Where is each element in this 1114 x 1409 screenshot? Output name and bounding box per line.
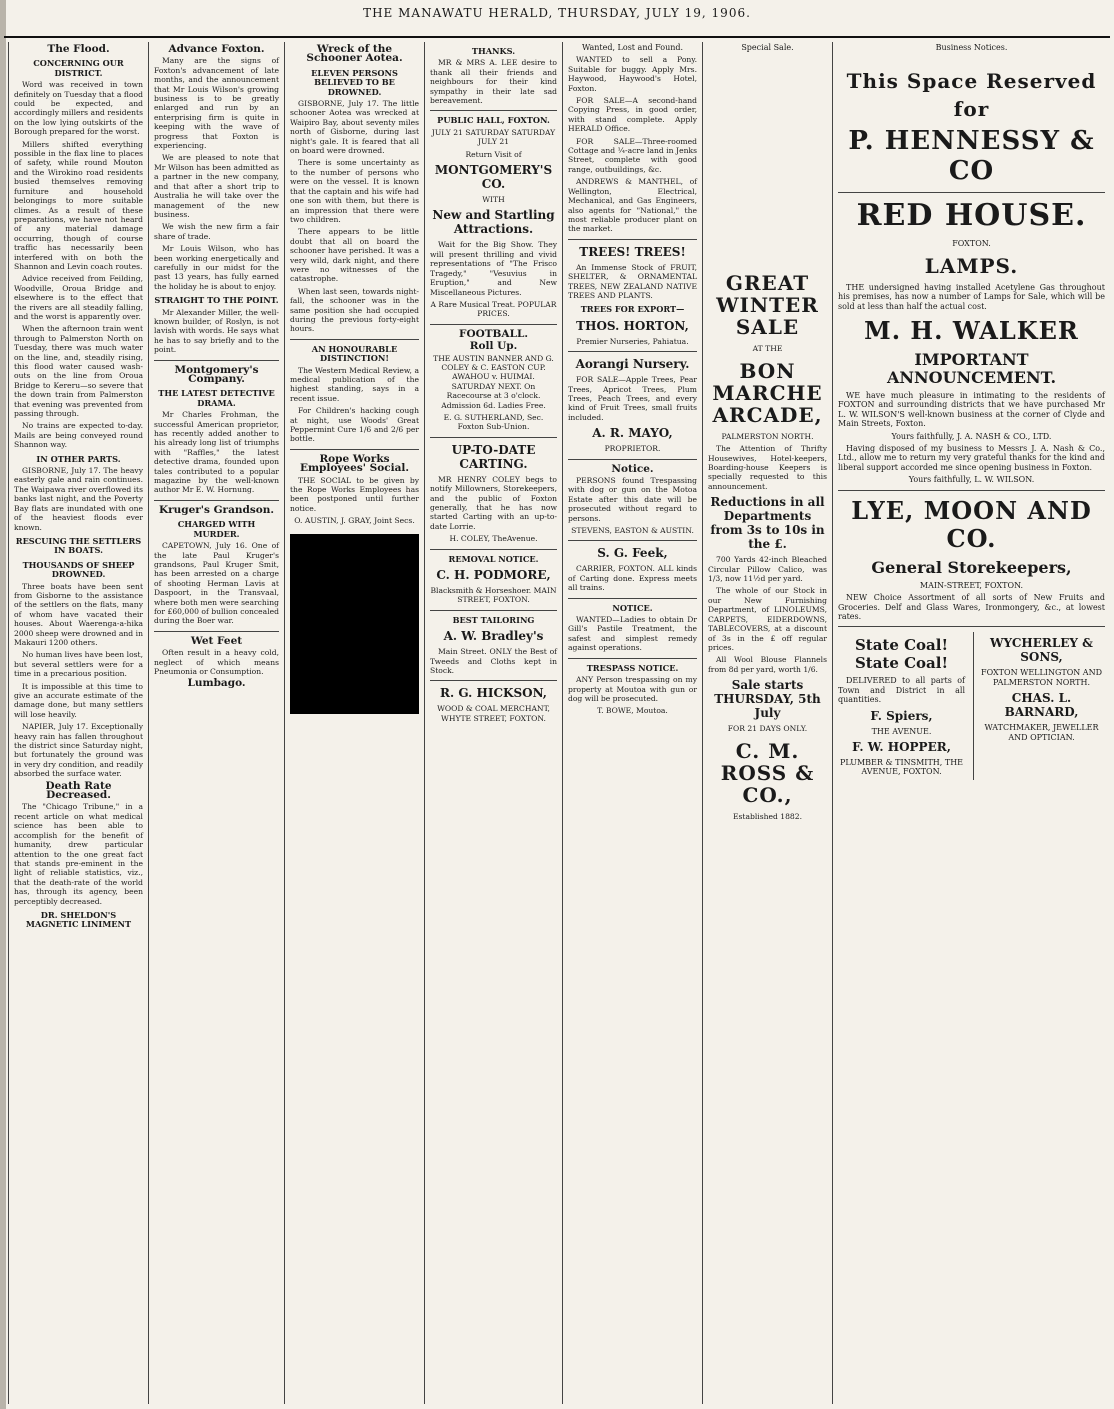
column-business bbox=[832, 42, 1110, 1404]
ad-display: RED HOUSE. bbox=[856, 198, 1087, 234]
ad-text: JULY 21 SATURDAY SATURDAY JULY 21 bbox=[431, 127, 556, 147]
ad-display: F. Spiers, bbox=[870, 708, 933, 723]
ad-text: CARRIER, FOXTON. ALL kinds of Carting done. Express meets all trains. bbox=[568, 564, 697, 593]
ad-display: GREAT WINTER SALE bbox=[716, 271, 819, 340]
ad-display: C. M. ROSS & CO., bbox=[720, 738, 815, 807]
column-flood bbox=[8, 42, 148, 1404]
paragraph: THE SOCIAL to be given by the Rope Works Employees has been postponed until further notice. bbox=[290, 475, 419, 513]
ad-display: M. H. WALKER bbox=[864, 316, 1079, 346]
article-subhead: ELEVEN PERSONS BELIEVED TO BE DROWNED. bbox=[311, 67, 398, 97]
paragraph: Mr Alexander Miller, the well-known builder, of Roslyn, is not lavish with words. He says what he has to say briefly and to the point. bbox=[154, 307, 279, 355]
ad-text: 700 Yards 42-inch Bleached Circular Pillow Calico, was 1/3, now 11½d per yard. bbox=[708, 555, 827, 584]
paragraph: Advice received from Feilding, Woodville, Oroua Bridge and elsewhere is to the effect that the rivers are all steadily falling, and the worst is apparently over. bbox=[14, 274, 143, 321]
paragraph: It is impossible at this time to give an accurate estimate of the damage done, but many settlers will lose heavily. bbox=[14, 681, 143, 719]
ad-text: The Attention of Thrifty Housewives, Hotel-keepers, Boarding-house Keepers is specially requested to this announcement. bbox=[708, 444, 827, 491]
article-title: Advance Foxton. bbox=[168, 43, 265, 55]
signature: Yours faithfully, L. W. WILSON. bbox=[908, 475, 1035, 485]
ad-text: Premier Nurseries, Pahiatua. bbox=[576, 336, 689, 346]
divider bbox=[568, 351, 697, 352]
ad-text: PERSONS found Trespassing with dog or gun on the Motoa Estate after this date will be prosecuted without regard to persons. bbox=[568, 476, 697, 523]
ad-heading: Roll Up. bbox=[469, 340, 518, 353]
ad-text: PALMERSTON NORTH. bbox=[721, 431, 814, 441]
signature: H. COLEY, TheAvenue. bbox=[449, 534, 538, 544]
paragraph: GISBORNE, July 17. The heavy easterly gale and rain continues. The Waipawa river overflowed its banks last night, and the Poverty Bay flats are inundated with one of the heaviest floods ever known. bbox=[14, 466, 143, 532]
divider bbox=[838, 626, 1105, 627]
ad-display: Sale starts THURSDAY, 5th July bbox=[714, 678, 821, 721]
damaged-area bbox=[290, 534, 419, 714]
ad-text: WATCHMAKER, JEWELLER AND OPTICIAN. bbox=[984, 723, 1099, 742]
article-subhead: IN OTHER PARTS. bbox=[36, 453, 121, 464]
ad-display: UP-TO-DATE CARTING. bbox=[451, 442, 536, 471]
column-heading: Business Notices. bbox=[935, 43, 1008, 52]
masthead-rule bbox=[4, 36, 1110, 38]
paragraph: When the afternoon train went through to Palmerston North on Tuesday, there was much water on the line, and, steadily rising, this flood water caused wash-outs on the line from Oroua Bridge to Kereru—so severe that the down train from Palmerston that evening was prevented from passing through. bbox=[14, 324, 143, 419]
ad-display: BON MARCHE ARCADE, bbox=[712, 358, 823, 427]
paragraph: When last seen, towards night-fall, the schooner was in the same position she had occupied during the previous forty-eight hours. bbox=[290, 286, 419, 334]
article-title: Wreck of the Schooner Aotea. bbox=[306, 43, 403, 65]
divider bbox=[430, 549, 557, 550]
ad-display: THOS. HORTON, bbox=[576, 318, 689, 333]
ad-display: F. W. HOPPER, bbox=[852, 739, 951, 754]
divider bbox=[290, 339, 419, 340]
lower-ads-row bbox=[838, 632, 1105, 779]
paragraph: No human lives have been lost, but several settlers were for a time in a precarious position. bbox=[14, 650, 143, 679]
ad-text: WANTED—Ladies to obtain Dr Gill's Pastile Treatment, the safest and simplest remedy against operations. bbox=[568, 615, 697, 653]
paragraph: We wish the new firm a fair share of trade. bbox=[154, 222, 279, 241]
ad-display: LYE, MOON AND CO. bbox=[851, 495, 1092, 553]
divider bbox=[430, 324, 557, 325]
ad-heading: PUBLIC HALL, FOXTON. bbox=[437, 115, 550, 126]
ad-heading: TREES FOR EXPORT— bbox=[580, 304, 685, 315]
divider bbox=[568, 540, 697, 541]
divider bbox=[154, 500, 279, 501]
signature: Yours faithfully, J. A. NASH & CO., LTD. bbox=[891, 431, 1052, 441]
article-subhead: AN HONOURABLE DISTINCTION! bbox=[311, 343, 398, 364]
ad-display: A. R. MAYO, bbox=[592, 426, 673, 441]
article-subhead: THOUSANDS OF SHEEP DROWNED. bbox=[22, 559, 135, 580]
ad-text: Main Street. ONLY the Best of Tweeds and Cloths kept in Stock. bbox=[430, 647, 557, 676]
ad-display: C. H. PODMORE, bbox=[436, 568, 551, 583]
ad-display: IMPORTANT ANNOUNCEMENT. bbox=[886, 350, 1057, 388]
ad-text: FOXTON. bbox=[952, 239, 991, 249]
paragraph: The "Chicago Tribune," in a recent article on what medical science has been able to accomplish for the benefit of humanity, drew particular attention to the one great fact that stands pre-eminent in the light of reliable statistics, viz., that the death-rate of the world has, through its agency, been perceptibly decreased. bbox=[14, 802, 143, 906]
ad-text: THE AVENUE. bbox=[871, 726, 932, 736]
paragraph: There is some uncertainty as to the number of persons who were on the vessel. It is known that the captain and his wife had one son with them, but there is an impression that there were two children. bbox=[290, 158, 419, 224]
article-subhead: STRAIGHT TO THE POINT. bbox=[154, 295, 279, 306]
article-title: The Flood. bbox=[47, 43, 110, 55]
ad-text: FOR SALE—Three-roomed Cottage and ¼-acre land in Jenks Street, complete with good range, outbuildings, &c. bbox=[568, 136, 697, 174]
paragraph: Three boats have been sent from Gisborne to the assistance of the settlers on the flats, many of whom have vacated their houses. About Waerenga-a-hika 2000 sheep were drowned and in Makauri 1200 others. bbox=[14, 581, 143, 647]
ad-text: MAIN-STREET, FOXTON. bbox=[919, 580, 1024, 590]
ad-text: An Immense Stock of FRUIT, SHELTER, & ORNAMENTAL TREES, NEW ZEALAND NATIVE TREES AND PLANTS. bbox=[568, 262, 697, 300]
signature: E. G. SUTHERLAND, Sec. Foxton Sub-Union. bbox=[443, 412, 544, 432]
ad-text: ANY Person trespassing on my property at Moutoa with gun or dog will be prosecuted. bbox=[568, 675, 697, 703]
paragraph: Many are the signs of Foxton's advancement of late months, and the announcement that Mr Louis Wilson's growing business is to be greatly enlarged and run by an enterprising firm is quite in keeping with the wave of progress that Foxton is experiencing. bbox=[154, 56, 279, 151]
paragraph: No trains are expected to-day. Mails are being conveyed round Shannon way. bbox=[14, 421, 143, 450]
ad-display: This Space Reserved bbox=[846, 69, 1097, 94]
ad-display: WYCHERLEY & SONS, bbox=[989, 636, 1093, 665]
divider bbox=[430, 610, 557, 611]
article-subhead: THE LATEST DETECTIVE DRAMA. bbox=[158, 388, 275, 408]
ad-text: FOR SALE—A second-hand Copying Press, in good order, with stand complete. Apply HERALD Office. bbox=[568, 96, 697, 134]
paragraph: GISBORNE, July 17. The little schooner Aotea was wrecked at Waipiro Bay, about seventy miles north of Gisborne, during last night's gale. It is feared that all on board were drowned. bbox=[290, 99, 419, 156]
ad-text: ANDREWS & MANTHEL, of Wellington, Electrical, Mechanical, and Gas Engineers, also agents for "National," the most reliable producer plant on the market. bbox=[568, 177, 697, 234]
divider bbox=[154, 631, 279, 632]
ad-display: S. G. Feek, bbox=[597, 546, 668, 561]
ad-text: FOXTON WELLINGTON AND PALMERSTON NORTH. bbox=[981, 668, 1102, 687]
ad-heading: REMOVAL NOTICE. bbox=[448, 553, 539, 564]
ad-text: WANTED to sell a Pony. Suitable for buggy. Apply Mrs. Haywood, Haywood's Hotel, Foxton. bbox=[568, 55, 697, 93]
column-heading: Wanted, Lost and Found. bbox=[581, 43, 684, 52]
signature: T. BOWE, Moutoa. bbox=[597, 706, 668, 716]
divider bbox=[430, 437, 557, 438]
paragraph: Mr Louis Wilson, who has been working energetically and carefully in our midst for the past 13 years, has fully earned the holiday he is about to enjoy. bbox=[154, 244, 279, 291]
article-subhead: CHARGED WITH MURDER. bbox=[177, 519, 256, 539]
signature: O. AUSTIN, J. GRAY, Joint Secs. bbox=[294, 516, 415, 526]
ad-text: Wait for the Big Show. They will present thrilling and vivid representations of "The Frisco Tragedy," "Vesuvius in Eruption," and New Miscellaneous Pictures. bbox=[430, 240, 557, 297]
column-special-sale bbox=[702, 42, 832, 1404]
column-advance-foxton bbox=[148, 42, 284, 1404]
ad-text: PLUMBER & TINSMITH, THE AVENUE, FOXTON. bbox=[839, 757, 964, 777]
ad-text: MR HENRY COLEY begs to notify Millowners, Storekeepers, and the public of Foxton generally, that he has now started Carting with an up-to-date Lorrie. bbox=[430, 474, 557, 531]
ad-display: Aorangi Nursery. bbox=[575, 357, 690, 372]
divider bbox=[568, 598, 697, 599]
paragraph: Often result in a heavy cold, neglect of which means Pneumonia or Consumption. bbox=[154, 648, 279, 676]
ad-text: AT THE bbox=[752, 344, 783, 354]
column-notices bbox=[424, 42, 562, 1404]
paragraph: NAPIER, July 17. Exceptionally heavy rain has fallen throughout the district since Saturday night, but fortunately the ground was in very dry condition, and readily absorbed the surface water. bbox=[14, 722, 143, 779]
paragraph: There appears to be little doubt that all on board the schooner have perished. It was a very wild, dark night, and there were no witnesses of the catastrophe. bbox=[290, 227, 419, 284]
column-heading: Special Sale. bbox=[741, 43, 794, 52]
ad-block-left bbox=[838, 632, 965, 779]
divider bbox=[568, 239, 697, 240]
ad-display: CHAS. L. BARNARD, bbox=[1004, 691, 1079, 720]
article-title: Lumbago. bbox=[187, 677, 246, 690]
ad-text: MR & MRS A. LEE desire to thank all their friends and neighbours for their kind sympathy in their late sad bereavement. bbox=[430, 58, 557, 106]
ad-text: WE have much pleasure in intimating to the residents of FOXTON and surrounding districts that we have purchased Mr L. W. WILSON'S well-known business at the corner of Clyde and Main Streets, Foxton. bbox=[838, 391, 1105, 429]
ad-text: NEW Choice Assortment of all sorts of New Fruits and Groceries. Delf and Glass Wares, Ironmongery, &c., at lowest rates. bbox=[838, 593, 1105, 621]
ad-text: PROPRIETOR. bbox=[604, 444, 661, 454]
article-title: Kruger's Grandson. bbox=[158, 503, 275, 516]
divider bbox=[430, 110, 557, 111]
ad-text: WITH bbox=[482, 195, 505, 205]
page-edge bbox=[0, 0, 6, 1409]
ad-heading: TRESPASS NOTICE. bbox=[586, 662, 679, 673]
ad-display: A. W. Bradley's bbox=[443, 629, 544, 644]
column-wanted bbox=[562, 42, 702, 1404]
article-title: Death Rate Decreased. bbox=[45, 779, 112, 802]
ad-text: Blacksmith & Horseshoer. MAIN STREET, FOXTON. bbox=[430, 586, 557, 605]
article-title: Montgomery's Company. bbox=[174, 363, 259, 385]
article-title: Wet Feet bbox=[190, 634, 243, 647]
ad-text: THE AUSTIN BANNER AND G. COLEY & C. EASTON CUP. AWAHOU v. HUIMAI. SATURDAY NEXT. On Racecourse at 3 o'clock. Admission 6d. Ladies Free. bbox=[433, 353, 554, 410]
ad-text: FOR SALE—Apple Trees, Pear Trees, Apricot Trees, Plum Trees, Peach Trees, and every kind of Fruit Trees, small fruits included. bbox=[568, 375, 697, 422]
ad-display: for bbox=[953, 97, 990, 122]
ad-display: P. HENNESSY & CO bbox=[848, 126, 1095, 187]
paragraph: For Children's hacking cough at night, use Woods' Great Peppermint Cure 1/6 and 2/6 per bottle. bbox=[290, 406, 419, 444]
paragraph: Word was received in town definitely on Tuesday that a flood could be expected, and accordingly millers and residents on the low lying outskirts of the Borough prepared for the worst. bbox=[14, 80, 143, 137]
divider bbox=[290, 449, 419, 450]
signature: STEVENS, EASTON & AUSTIN. bbox=[571, 526, 694, 536]
ad-display: New and Startling Attractions. bbox=[432, 208, 555, 237]
ad-display: Reductions in all Departments from 3s to 10s in the £. bbox=[710, 495, 825, 552]
ad-block-right bbox=[973, 632, 1105, 779]
divider bbox=[838, 192, 1105, 193]
ad-display: General Storekeepers, bbox=[871, 557, 1072, 577]
divider bbox=[838, 490, 1105, 491]
ad-text: Having disposed of my business to Messrs J. A. Nash & Co., Ltd., allow me to return my very grateful thanks for the kind and liberal support accorded me since opening business in Foxton. bbox=[838, 444, 1105, 472]
ad-text: DELIVERED to all parts of Town and District in all quantities. bbox=[838, 676, 965, 705]
ad-heading: THANKS. bbox=[471, 46, 516, 56]
ad-text: Established 1882. bbox=[732, 811, 803, 821]
divider bbox=[430, 680, 557, 681]
article-subhead: RESCUING THE SETTLERS IN BOATS. bbox=[15, 535, 142, 556]
paragraph: Millers shifted everything possible in the flax line to places of safety, while round Mouton and the Wirokino road residents busied themselves removing furniture and household belongings to more suitable climes. As a result of these preparations, we have not heard of any material damage occurring, though of course traffic has necessarily been interfered with on both the Shannon and Levin coach routes. bbox=[14, 139, 143, 271]
ad-display: TREES! TREES! bbox=[579, 244, 686, 259]
ad-text: WOOD & COAL MERCHANT, WHYTE STREET, FOXTON. bbox=[437, 704, 550, 723]
ad-heading: Notice. bbox=[611, 462, 654, 475]
ad-display: State Coal! State Coal! bbox=[854, 636, 949, 673]
article-subhead: DR. SHELDON'S MAGNETIC LINIMENT bbox=[25, 909, 132, 930]
article-title: Rope Works Employees' Social. bbox=[299, 452, 410, 475]
ad-text: FOR 21 DAYS ONLY. bbox=[727, 724, 808, 734]
paragraph: We are pleased to note that Mr Wilson has been admitted as a partner in the new company, and that after a short trip to Australia he will take over the management of the new business. bbox=[154, 153, 279, 219]
paragraph: CAPETOWN, July 16. One of the late Paul Kruger's grandsons, Paul Kruger Smit, has been arrested on a charge of shooting Herman Lavis at Daspoort, in the Transvaal, where both men were searching for £60,000 of bullion concealed during the Boer war. bbox=[154, 541, 279, 626]
masthead: THE MANAWATU HERALD, THURSDAY, JULY 19, 1906. bbox=[363, 6, 751, 20]
ad-display: LAMPS. bbox=[924, 253, 1019, 278]
ad-text: THE undersigned having installed Acetylene Gas throughout his premises, has now a number of Lamps for Sale, which will be sold at less than half the actual cost. bbox=[838, 282, 1105, 311]
ad-text: All Wool Blouse Flannels from 8d per yard, worth 1/6. bbox=[708, 655, 827, 674]
ad-heading: FOOTBALL. bbox=[458, 327, 528, 340]
divider bbox=[568, 459, 697, 460]
article-subhead: CONCERNING OUR DISTRICT. bbox=[33, 58, 124, 78]
ad-text: The whole of our Stock in our New Furnishing Department, of LINOLEUMS, CARPETS, EIDERDOWNS, TABLECOVERS, at a discount of 3s in the £ off regular prices. bbox=[708, 586, 827, 652]
ad-text: Return Visit of bbox=[465, 149, 522, 159]
divider bbox=[154, 360, 279, 361]
paragraph: Mr Charles Frohman, the successful American proprietor, has recently added another to his already long list of triumphs with "Raffles," the latest detective drama, founded upon tales contributed to a popular magazine by the well-known author Mr E. W. Hornung. bbox=[154, 410, 279, 495]
paragraph: The Western Medical Review, a medical publication of the highest standing, says in a recent issue. bbox=[290, 365, 419, 403]
ad-heading: NOTICE. bbox=[612, 602, 653, 613]
ad-heading: BEST TAILORING bbox=[452, 614, 535, 625]
ad-text: A Rare Musical Treat. POPULAR PRICES. bbox=[430, 299, 557, 319]
divider bbox=[568, 658, 697, 659]
ad-display: MONTGOMERY'S CO. bbox=[434, 163, 553, 192]
ad-display: R. G. HICKSON, bbox=[440, 686, 547, 701]
column-wreck bbox=[284, 42, 424, 1404]
